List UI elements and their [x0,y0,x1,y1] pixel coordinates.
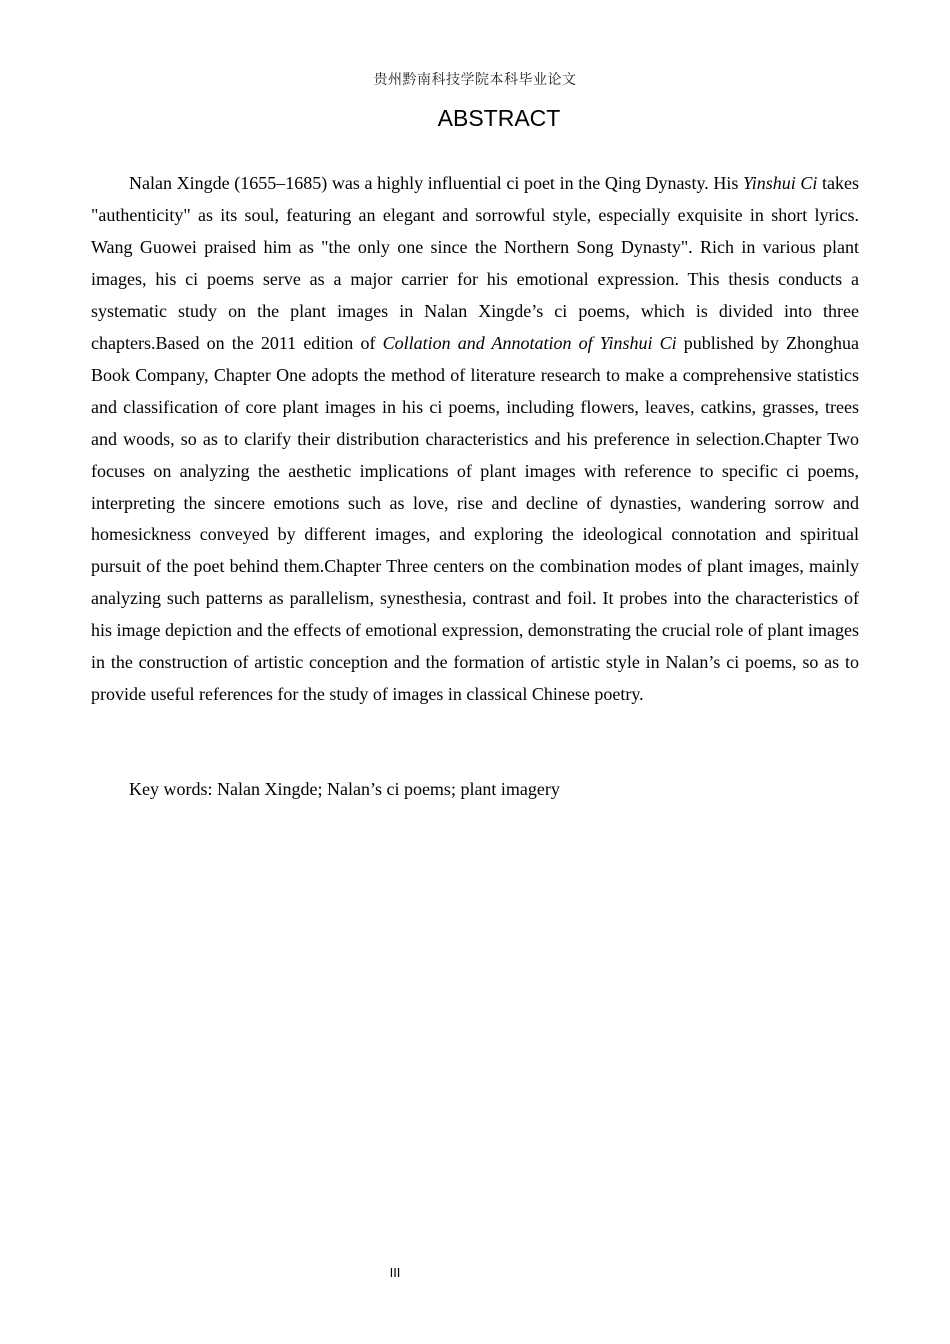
page-title: ABSTRACT [437,105,561,131]
keywords-text: Nalan Xingde; Nalan’s ci poems; plant imagery [217,779,560,799]
abstract-text-segment: takes "authenticity" as its soul, featuring an elegant and sorrowful style, especially exquisite in short lyrics. Wang Guowei praised him as "the only one since the Northern Song Dynasty". Rich in various plant images, his ci poems serve as a major carrier for his emotional expression. This thesis conducts a systematic study on the plant images in Nalan Xingde’s ci poems, which is divided into three chapters.Based on the 2011 edition of [91,173,859,353]
abstract-text-segment: published by Zhonghua Book Company, Chapter One adopts the method of literature research to make a comprehensive statistics and classification of core plant images in his ci poems, including flowers, leaves, catkins, grasses, trees and woods, so as to clarify their distribution characteristics and his preference in selection.Chapter Two focuses on analyzing the aesthetic implications of plant images with reference to specific ci poems, interpreting the sincere emotions such as love, rise and decline of dynasties, wandering sorrow and homesickness conveyed by different images, and exploring the ideological connotation and spiritual pursuit of the poet behind them.Chapter Three centers on the combination modes of plant images, mainly analyzing such patterns as parallelism, synesthesia, contrast and foil. It probes into the characteristics of his image depiction and the effects of emotional expression, demonstrating the crucial role of plant images in the construction of artistic conception and the formation of artistic style in Nalan’s ci poems, so as to provide useful references for the study of images in classical Chinese poetry. [91,332,860,705]
keywords-label: Key words: [129,779,217,799]
running-header: 贵州黔南科技学院本科毕业论文 [373,72,577,88]
keywords-line [91,774,859,806]
work-title-italic: Yinshui Ci [743,173,818,193]
page-number: III [389,1265,401,1280]
abstract-paragraph [91,168,859,711]
abstract-text-segment: Nalan Xingde (1655–1685) was a highly influential ci poet in the Qing Dynasty. His [129,173,744,193]
work-title-italic: Collation and Annotation of Yinshui Ci [382,332,677,353]
